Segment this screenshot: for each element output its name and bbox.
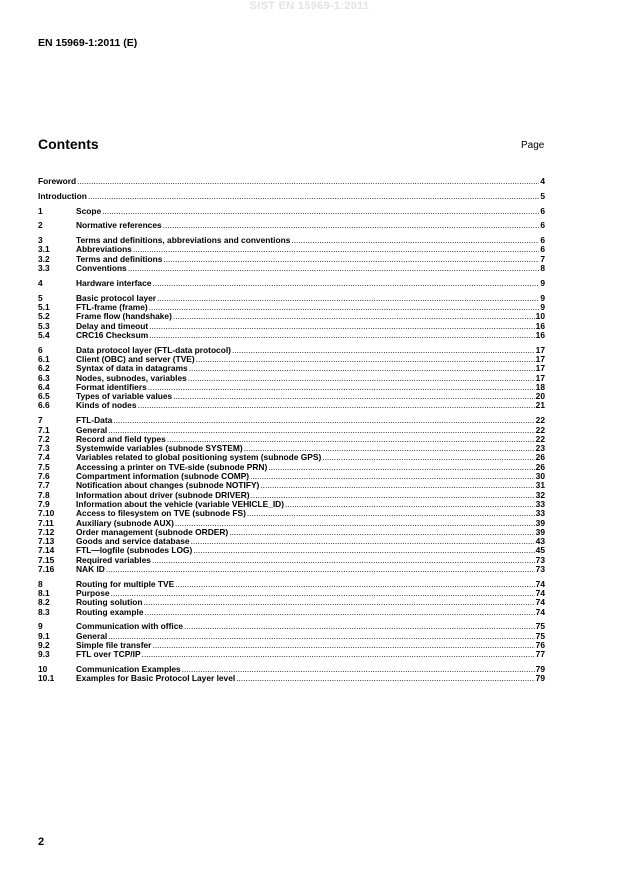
toc-entry[interactable] (38, 279, 545, 288)
toc-entry-number: 8.3 (38, 606, 50, 617)
toc-entry-number: 9 (38, 621, 43, 632)
dot-leader (229, 528, 535, 537)
toc-entry[interactable] (38, 401, 545, 410)
toc-entry-title: Client (OBC) and server (TVE) (76, 353, 195, 364)
toc-entry-page: 76 (535, 640, 545, 651)
toc-entry-page: 75 (535, 630, 545, 641)
toc-entry-number: 7.9 (38, 498, 50, 509)
toc-entry-title: Format identifiers (76, 381, 147, 392)
toc-section-group (38, 221, 545, 230)
toc-entry-title: Conventions (76, 263, 127, 274)
toc-entry-title: Types of variable values (76, 391, 173, 402)
toc-entry-title: NAK ID (76, 563, 105, 574)
toc-entry-number: 6.2 (38, 363, 50, 374)
dot-leader (268, 463, 534, 472)
toc-entry-number: 3 (38, 235, 43, 246)
toc-entry-page: 5 (540, 190, 545, 201)
dot-leader (106, 565, 535, 574)
toc-entry-title: Order management (subnode ORDER) (76, 526, 229, 537)
dot-leader (138, 401, 535, 410)
toc-entry-page: 39 (535, 517, 545, 528)
toc-entry-page: 17 (535, 363, 545, 374)
toc-entry[interactable] (38, 177, 545, 186)
toc-entry-number: 5.4 (38, 329, 50, 340)
toc-entry-title: Nodes, subnodes, variables (76, 372, 187, 383)
dot-leader (108, 426, 534, 435)
toc-entry-title: CRC16 Checksum (76, 329, 149, 340)
toc-entry-title: FTL—logfile (subnodes LOG) (76, 545, 193, 556)
toc-section-group (38, 236, 545, 273)
toc-section-group (38, 279, 545, 288)
toc-section-group (38, 622, 545, 659)
page-title: Contents (38, 136, 99, 152)
toc-entry-page: 73 (535, 554, 545, 565)
toc-entry[interactable] (38, 608, 545, 617)
toc-entry-title: FTL-Data (76, 415, 113, 426)
toc-entry[interactable] (38, 622, 545, 631)
toc-entry-number: 5 (38, 292, 43, 303)
toc-entry-page: 22 (535, 433, 545, 444)
toc-entry-title: Delay and timeout (76, 320, 149, 331)
toc-entry-number: 6.3 (38, 372, 50, 383)
toc-section-group (38, 580, 545, 617)
toc-entry[interactable] (38, 565, 545, 574)
toc-entry[interactable] (38, 221, 545, 230)
toc-entry-title: Notification about changes (subnode NOTIFY) (76, 480, 260, 491)
toc-entry-number: 7 (38, 415, 43, 426)
dot-leader (157, 294, 539, 303)
toc-entry-title: General (76, 424, 108, 435)
page-number: 2 (38, 836, 45, 848)
toc-entry-page: 17 (535, 353, 545, 364)
toc-entry-title: Kinds of nodes (76, 400, 137, 411)
toc-entry[interactable] (38, 416, 545, 425)
toc-entry-title: Introduction (38, 190, 87, 201)
toc-entry-page: 74 (535, 597, 545, 608)
toc-entry-number: 7.12 (38, 526, 55, 537)
dot-leader (149, 322, 535, 331)
toc-entry-page: 17 (535, 344, 545, 355)
toc-entry-number: 6.6 (38, 400, 50, 411)
toc-entry-number: 5.3 (38, 320, 50, 331)
toc-entry-page: 43 (535, 536, 545, 547)
toc-entry[interactable] (38, 650, 545, 659)
dot-leader (102, 207, 539, 216)
dot-leader (108, 632, 534, 641)
toc-entry-page: 45 (535, 545, 545, 556)
dot-leader (144, 598, 535, 607)
toc-entry-page: 74 (535, 588, 545, 599)
toc-entry-number: 3.2 (38, 253, 50, 264)
toc-entry[interactable] (38, 192, 545, 201)
table-of-contents (38, 177, 545, 689)
toc-entry-number: 5.2 (38, 311, 50, 322)
dot-leader (173, 392, 534, 401)
toc-entry-number: 6.4 (38, 381, 50, 392)
toc-entry-title: Information about the vehicle (variable VEHICLE_ID) (76, 498, 285, 509)
toc-entry-page: 33 (535, 508, 545, 519)
toc-entry-title: Purpose (76, 588, 110, 599)
toc-entry-page: 26 (535, 452, 545, 463)
dot-leader (260, 481, 534, 490)
toc-entry-number: 6 (38, 344, 43, 355)
toc-entry-title: Abbreviations (76, 244, 132, 255)
toc-entry-number: 9.3 (38, 649, 50, 660)
toc-entry-number: 9.2 (38, 640, 50, 651)
toc-entry-number: 3.1 (38, 244, 50, 255)
toc-entry-number: 2 (38, 220, 43, 231)
toc-entry-page: 33 (535, 498, 545, 509)
toc-entry-page: 23 (535, 443, 545, 454)
toc-entry-title: Routing example (76, 606, 144, 617)
toc-entry-number: 8.1 (38, 588, 50, 599)
toc-entry-number: 10 (38, 664, 48, 675)
toc-entry-page: 9 (540, 301, 545, 312)
toc-entry-number: 7.16 (38, 563, 55, 574)
page-column-label: Page (521, 140, 545, 151)
toc-entry-number: 7.4 (38, 452, 50, 463)
toc-entry-title: Terms and definitions (76, 253, 163, 264)
toc-entry-title: FTL over TCP/IP (76, 649, 141, 660)
toc-entry-page: 79 (535, 673, 545, 684)
toc-entry-number: 6.5 (38, 391, 50, 402)
toc-section-group (38, 294, 545, 340)
toc-entry-page: 16 (535, 329, 545, 340)
toc-entry-page: 4 (540, 176, 545, 186)
dot-leader (88, 192, 539, 201)
toc-entry-number: 10.1 (38, 673, 55, 684)
toc-entry[interactable] (38, 556, 545, 565)
dot-leader (175, 519, 535, 528)
toc-section-group (38, 665, 545, 684)
dot-leader (152, 279, 539, 288)
toc-entry-page: 26 (535, 461, 545, 472)
dot-leader (184, 622, 535, 631)
toc-entry-page: 79 (535, 664, 545, 675)
toc-entry-title: Systemwide variables (subnode SYSTEM) (76, 443, 243, 454)
toc-entry-title: Variables related to global positioning system (subnode GPS) (76, 452, 322, 463)
toc-entry-page: 6 (540, 220, 545, 231)
dot-leader (285, 500, 535, 509)
dot-leader (196, 355, 535, 364)
toc-entry-page: 8 (540, 263, 545, 274)
toc-entry[interactable] (38, 331, 545, 340)
dot-leader (251, 491, 535, 500)
toc-entry-page: 22 (535, 415, 545, 426)
toc-entry-title: Required variables (76, 554, 151, 565)
dot-leader (152, 641, 534, 650)
toc-entry-page: 74 (535, 578, 545, 589)
toc-section-group (38, 416, 545, 574)
toc-entry-page: 6 (540, 205, 545, 216)
dot-leader (111, 589, 535, 598)
toc-entry-title: Basic protocol layer (76, 292, 157, 303)
toc-entry-title: Examples for Basic Protocol Layer level (76, 673, 236, 684)
toc-entry-title: Syntax of data in datagrams (76, 363, 188, 374)
toc-entry-title: General (76, 630, 108, 641)
toc-entry-title: Simple file transfer (76, 640, 152, 651)
toc-entry-page: 22 (535, 424, 545, 435)
toc-entry-number: 7.3 (38, 443, 50, 454)
toc-entry-title: Scope (76, 205, 102, 216)
toc-entry-number: 7.11 (38, 517, 54, 528)
dot-leader (291, 236, 539, 245)
toc-entry-page: 30 (535, 471, 545, 482)
toc-entry-title: Foreword (38, 176, 77, 186)
dot-leader (191, 537, 535, 546)
toc-entry-number: 7.2 (38, 433, 50, 444)
toc-entry-page: 75 (535, 621, 545, 632)
toc-entry-page: 31 (535, 480, 545, 491)
dot-leader (144, 608, 534, 617)
toc-entry-title: Access to filesystem on TVE (subnode FS) (76, 508, 246, 519)
toc-entry[interactable] (38, 580, 545, 589)
dot-leader (193, 546, 534, 555)
toc-entry[interactable] (38, 207, 545, 216)
toc-entry-title: Accessing a printer on TVE-side (subnode PRN) (76, 461, 268, 472)
toc-entry-title: Data protocol layer (FTL-data protocol) (76, 344, 231, 355)
watermark: SIST EN 15969-1:2011 (249, 0, 370, 12)
toc-entry-number: 7.1 (38, 424, 50, 435)
toc-section-group (38, 177, 545, 186)
toc-entry-page: 7 (540, 253, 545, 264)
toc-entry-title: Hardware interface (76, 277, 152, 288)
toc-entry[interactable] (38, 264, 545, 273)
toc-entry-title: Frame flow (handshake) (76, 311, 172, 322)
document-identifier: EN 15969-1:2011 (E) (38, 37, 138, 49)
dot-leader (163, 255, 539, 264)
dot-leader (247, 509, 535, 518)
toc-entry-number: 1 (38, 205, 43, 216)
toc-entry-page: 32 (535, 489, 545, 500)
dot-leader (232, 346, 535, 355)
toc-entry-page: 77 (535, 649, 545, 660)
toc-entry-number: 7.13 (38, 536, 55, 547)
toc-entry-title: Information about driver (subnode DRIVER) (76, 489, 250, 500)
toc-entry-title: Routing for multiple TVE (76, 578, 175, 589)
dot-leader (149, 331, 535, 340)
toc-entry-number: 5.1 (38, 301, 50, 312)
dot-leader (250, 472, 535, 481)
toc-section-group (38, 192, 545, 201)
toc-entry-title: Terms and definitions, abbreviations and conventions (76, 235, 291, 246)
toc-entry-page: 17 (535, 372, 545, 383)
toc-entry-number: 3.3 (38, 263, 50, 274)
toc-entry-page: 6 (540, 235, 545, 246)
toc-entry-title: Goods and service database (76, 536, 190, 547)
dot-leader (149, 303, 540, 312)
toc-entry-title: FTL-frame (frame) (76, 301, 148, 312)
toc-entry-number: 6.1 (38, 353, 50, 364)
toc-entry-title: Communication Examples (76, 664, 181, 675)
toc-entry-title: Auxiliary (subnode AUX) (76, 517, 174, 528)
dot-leader (128, 264, 540, 273)
toc-entry-title: Record and field types (76, 433, 166, 444)
toc-entry[interactable] (38, 674, 545, 683)
dot-leader (142, 650, 535, 659)
toc-entry-number: 9.1 (38, 630, 50, 641)
toc-entry-number: 7.7 (38, 480, 50, 491)
toc-entry-page: 9 (540, 277, 545, 288)
toc-entry-number: 7.5 (38, 461, 50, 472)
toc-entry-title: Compartment information (subnode COMP) (76, 471, 250, 482)
dot-leader (133, 245, 539, 254)
toc-entry-page: 16 (535, 320, 545, 331)
toc-entry-page: 74 (535, 606, 545, 617)
toc-entry-page: 9 (540, 292, 545, 303)
dot-leader (236, 674, 534, 683)
toc-section-group (38, 346, 545, 411)
toc-entry-page: 20 (535, 391, 545, 402)
dot-leader (163, 221, 540, 230)
dot-leader (322, 453, 534, 462)
toc-entry-page: 6 (540, 244, 545, 255)
dot-leader (175, 580, 535, 589)
toc-entry-page: 73 (535, 563, 545, 574)
toc-entry-number: 7.10 (38, 508, 55, 519)
toc-entry-number: 7.8 (38, 489, 50, 500)
dot-leader (189, 364, 535, 373)
toc-entry-number: 7.15 (38, 554, 55, 565)
toc-entry-number: 8.2 (38, 597, 50, 608)
toc-entry-page: 10 (535, 311, 545, 322)
toc-entry-title: Communication with office (76, 621, 184, 632)
toc-section-group (38, 207, 545, 216)
toc-entry-page: 21 (535, 400, 545, 411)
dot-leader (113, 416, 534, 425)
toc-entry-number: 8 (38, 578, 43, 589)
dot-leader (173, 312, 535, 321)
toc-entry-title: Normative references (76, 220, 162, 231)
dot-leader (77, 177, 539, 186)
toc-entry-number: 7.14 (38, 545, 55, 556)
toc-entry-number: 4 (38, 277, 43, 288)
dot-leader (148, 383, 535, 392)
toc-entry-page: 39 (535, 526, 545, 537)
dot-leader (152, 556, 535, 565)
toc-entry-number: 7.6 (38, 471, 50, 482)
toc-entry-title: Routing solution (76, 597, 143, 608)
toc-entry-page: 18 (535, 381, 545, 392)
dot-leader (188, 374, 535, 383)
